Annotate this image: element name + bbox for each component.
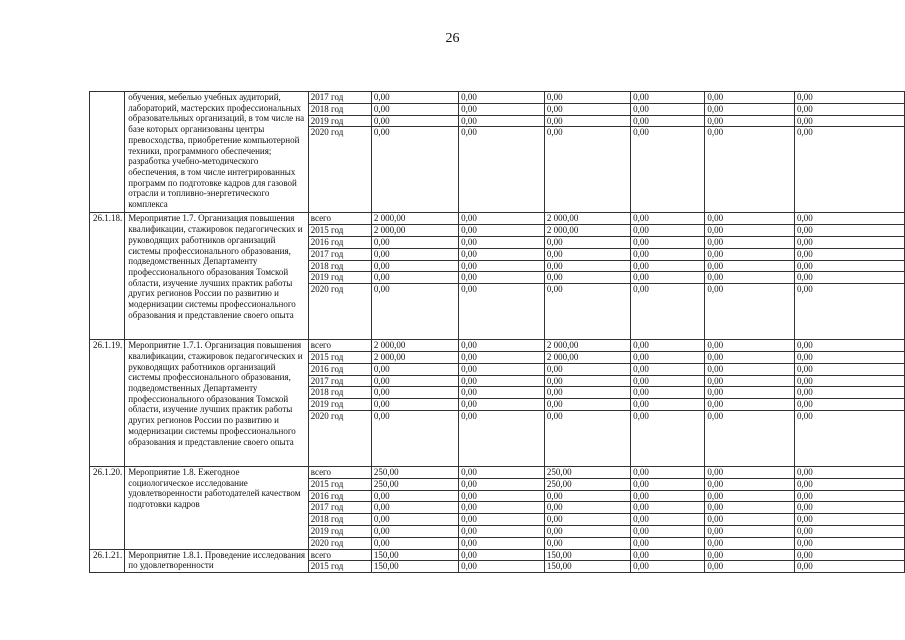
value-cell: 0,00 (371, 284, 458, 340)
period-cell: 2016 год (308, 236, 371, 248)
value-cell: 0,00 (371, 410, 458, 466)
value-cell: 2 000,00 (371, 340, 458, 352)
value-cell: 0,00 (705, 375, 795, 387)
value-cell: 0,00 (705, 248, 795, 260)
table-row (90, 213, 905, 225)
value-cell: 0,00 (631, 248, 705, 260)
period-cell: 2020 год (308, 537, 371, 549)
value-cell: 0,00 (631, 272, 705, 284)
value-cell: 0,00 (371, 236, 458, 248)
value-cell: 0,00 (631, 213, 705, 225)
value-cell: 2 000,00 (544, 340, 630, 352)
table-row (90, 466, 905, 478)
value-cell: 0,00 (705, 260, 795, 272)
value-cell: 0,00 (459, 410, 545, 466)
value-cell: 0,00 (459, 213, 545, 225)
value-cell: 2 000,00 (371, 225, 458, 237)
value-cell: 0,00 (705, 236, 795, 248)
value-cell: 0,00 (794, 537, 904, 549)
value-cell: 0,00 (544, 375, 630, 387)
value-cell: 0,00 (631, 514, 705, 526)
value-cell: 0,00 (705, 284, 795, 340)
value-cell: 0,00 (371, 272, 458, 284)
value-cell: 0,00 (705, 410, 795, 466)
value-cell: 0,00 (631, 410, 705, 466)
value-cell: 0,00 (544, 387, 630, 399)
period-cell: 2018 год (308, 103, 371, 115)
value-cell: 0,00 (705, 502, 795, 514)
value-cell: 150,00 (371, 561, 458, 573)
value-cell: 0,00 (459, 351, 545, 363)
value-cell: 0,00 (371, 537, 458, 549)
value-cell: 0,00 (544, 537, 630, 549)
value-cell: 0,00 (705, 466, 795, 478)
value-cell: 0,00 (544, 363, 630, 375)
value-cell: 0,00 (459, 514, 545, 526)
value-cell: 0,00 (705, 537, 795, 549)
period-cell: 2015 год (308, 225, 371, 237)
value-cell: 0,00 (459, 502, 545, 514)
value-cell: 0,00 (544, 284, 630, 340)
value-cell: 0,00 (371, 502, 458, 514)
value-cell: 0,00 (794, 103, 904, 115)
value-cell: 0,00 (794, 387, 904, 399)
value-cell: 0,00 (705, 351, 795, 363)
value-cell: 0,00 (794, 549, 904, 561)
value-cell: 0,00 (705, 92, 795, 104)
value-cell: 0,00 (631, 260, 705, 272)
value-cell: 0,00 (544, 490, 630, 502)
period-cell: всего (308, 466, 371, 478)
measure-number (90, 92, 125, 213)
value-cell: 0,00 (794, 225, 904, 237)
value-cell: 0,00 (544, 236, 630, 248)
table-row (90, 549, 905, 561)
value-cell: 0,00 (544, 115, 630, 127)
value-cell: 0,00 (631, 351, 705, 363)
value-cell: 0,00 (544, 502, 630, 514)
value-cell: 0,00 (794, 561, 904, 573)
value-cell: 0,00 (631, 92, 705, 104)
page-number: 26 (445, 31, 460, 46)
value-cell: 0,00 (705, 490, 795, 502)
period-cell: 2017 год (308, 248, 371, 260)
measure-description: Мероприятие 1.8.1. Проведение исследования по удовлетворенности (125, 549, 309, 573)
value-cell: 150,00 (544, 549, 630, 561)
table-body (90, 92, 905, 573)
value-cell: 0,00 (544, 399, 630, 411)
period-cell: 2017 год (308, 375, 371, 387)
value-cell: 0,00 (794, 236, 904, 248)
value-cell: 0,00 (631, 284, 705, 340)
value-cell: 0,00 (705, 115, 795, 127)
value-cell: 0,00 (459, 466, 545, 478)
value-cell: 0,00 (544, 248, 630, 260)
value-cell: 0,00 (705, 272, 795, 284)
value-cell: 0,00 (631, 525, 705, 537)
value-cell: 0,00 (631, 549, 705, 561)
period-cell: 2019 год (308, 115, 371, 127)
value-cell: 0,00 (631, 387, 705, 399)
value-cell: 0,00 (631, 115, 705, 127)
measure-description: Мероприятие 1.8. Ежегодное социологическое исследование удовлетворенности работодателей качеством подготовки кадров (125, 466, 309, 549)
value-cell: 0,00 (794, 284, 904, 340)
value-cell: 0,00 (631, 561, 705, 573)
value-cell: 0,00 (705, 213, 795, 225)
period-cell: 2015 год (308, 351, 371, 363)
value-cell: 0,00 (794, 213, 904, 225)
value-cell: 0,00 (544, 127, 630, 213)
measure-description: обучения, мебелью учебных аудиторий, лабораторий, мастерских профессиональных образовательных организаций, в том числе на базе которых организованы центры превосходства, приобретение компьютерной техники, программного обеспечения; разработка учебно-методического обеспечения, в том числе интегрированных программ по подготовке кадров для газовой отрасли и топливно-энергетического комплекса (125, 92, 309, 213)
period-cell: 2018 год (308, 260, 371, 272)
value-cell: 2 000,00 (544, 225, 630, 237)
value-cell: 0,00 (794, 375, 904, 387)
value-cell: 0,00 (794, 340, 904, 352)
value-cell: 0,00 (705, 561, 795, 573)
value-cell: 2 000,00 (544, 351, 630, 363)
value-cell: 150,00 (371, 549, 458, 561)
measure-number: 26.1.20. (90, 466, 125, 549)
value-cell: 0,00 (371, 92, 458, 104)
value-cell: 0,00 (794, 127, 904, 213)
value-cell: 0,00 (794, 351, 904, 363)
value-cell: 0,00 (794, 399, 904, 411)
value-cell: 0,00 (631, 478, 705, 490)
value-cell: 250,00 (544, 466, 630, 478)
period-cell: 2016 год (308, 490, 371, 502)
value-cell: 0,00 (631, 375, 705, 387)
value-cell: 2 000,00 (371, 213, 458, 225)
value-cell: 0,00 (371, 103, 458, 115)
value-cell: 0,00 (705, 103, 795, 115)
period-cell: 2017 год (308, 92, 371, 104)
value-cell: 0,00 (794, 490, 904, 502)
value-cell: 250,00 (371, 466, 458, 478)
value-cell: 0,00 (371, 115, 458, 127)
period-cell: 2019 год (308, 399, 371, 411)
value-cell: 0,00 (794, 260, 904, 272)
value-cell: 0,00 (459, 549, 545, 561)
value-cell: 0,00 (459, 340, 545, 352)
value-cell: 0,00 (544, 260, 630, 272)
financing-table (89, 91, 905, 573)
value-cell: 0,00 (459, 537, 545, 549)
value-cell: 0,00 (794, 466, 904, 478)
period-cell: 2019 год (308, 272, 371, 284)
value-cell: 0,00 (544, 272, 630, 284)
value-cell: 0,00 (459, 375, 545, 387)
value-cell: 0,00 (794, 514, 904, 526)
value-cell: 0,00 (459, 260, 545, 272)
value-cell: 0,00 (459, 525, 545, 537)
measure-number: 26.1.19. (90, 340, 125, 467)
value-cell: 0,00 (705, 363, 795, 375)
value-cell: 2 000,00 (544, 213, 630, 225)
value-cell: 0,00 (631, 490, 705, 502)
value-cell: 0,00 (544, 103, 630, 115)
value-cell: 0,00 (705, 525, 795, 537)
value-cell: 250,00 (371, 478, 458, 490)
value-cell: 0,00 (794, 363, 904, 375)
period-cell: 2020 год (308, 127, 371, 213)
value-cell: 0,00 (371, 387, 458, 399)
table-row (90, 92, 905, 104)
value-cell: 0,00 (544, 525, 630, 537)
value-cell: 0,00 (631, 340, 705, 352)
measure-number: 26.1.21. (90, 549, 125, 573)
value-cell: 0,00 (705, 549, 795, 561)
period-cell: 2018 год (308, 514, 371, 526)
value-cell: 0,00 (794, 478, 904, 490)
value-cell: 2 000,00 (371, 351, 458, 363)
value-cell: 0,00 (371, 514, 458, 526)
measure-description: Мероприятие 1.7.1. Организация повышения квалификации, стажировок педагогических и руководящих работников организаций системы профессионального образования, подведомственных Департаменту профессионального образования Томской области, изучение лучших практик работы других регионов России по развитию и модернизации системы профессионального образования и представление своего опыта (125, 340, 309, 467)
period-cell: 2020 год (308, 284, 371, 340)
period-cell: 2015 год (308, 561, 371, 573)
value-cell: 0,00 (705, 387, 795, 399)
value-cell: 0,00 (371, 248, 458, 260)
value-cell: 0,00 (459, 387, 545, 399)
value-cell: 0,00 (459, 561, 545, 573)
value-cell: 0,00 (459, 363, 545, 375)
period-cell: 2017 год (308, 502, 371, 514)
value-cell: 0,00 (794, 248, 904, 260)
period-cell: 2020 год (308, 410, 371, 466)
value-cell: 0,00 (371, 375, 458, 387)
value-cell: 0,00 (544, 410, 630, 466)
value-cell: 0,00 (631, 466, 705, 478)
value-cell: 0,00 (459, 284, 545, 340)
value-cell: 0,00 (459, 103, 545, 115)
value-cell: 0,00 (705, 399, 795, 411)
value-cell: 0,00 (459, 272, 545, 284)
value-cell: 150,00 (544, 561, 630, 573)
value-cell: 0,00 (794, 115, 904, 127)
value-cell: 0,00 (705, 127, 795, 213)
value-cell: 0,00 (459, 399, 545, 411)
table-row (90, 340, 905, 352)
value-cell: 0,00 (794, 410, 904, 466)
value-cell: 0,00 (459, 225, 545, 237)
value-cell: 0,00 (459, 478, 545, 490)
value-cell: 0,00 (371, 525, 458, 537)
value-cell: 0,00 (631, 236, 705, 248)
period-cell: всего (308, 340, 371, 352)
value-cell: 0,00 (631, 502, 705, 514)
value-cell: 0,00 (631, 127, 705, 213)
value-cell: 0,00 (371, 490, 458, 502)
value-cell: 0,00 (544, 92, 630, 104)
value-cell: 0,00 (631, 537, 705, 549)
value-cell: 0,00 (371, 127, 458, 213)
value-cell: 0,00 (631, 103, 705, 115)
measure-number: 26.1.18. (90, 213, 125, 340)
value-cell: 0,00 (794, 92, 904, 104)
value-cell: 0,00 (705, 514, 795, 526)
value-cell: 0,00 (459, 236, 545, 248)
value-cell: 0,00 (544, 514, 630, 526)
value-cell: 0,00 (371, 260, 458, 272)
value-cell: 0,00 (459, 127, 545, 213)
measure-description: Мероприятие 1.7. Организация повышения квалификации, стажировок педагогических и руководящих работников организаций системы профессионального образования, подведомственных Департаменту профессионального образования Томской области, изучение лучших практик работы других регионов России по развитию и модернизации системы профессионального образования и представление своего опыта (125, 213, 309, 340)
value-cell: 0,00 (371, 363, 458, 375)
value-cell: 0,00 (459, 115, 545, 127)
value-cell: 0,00 (705, 340, 795, 352)
value-cell: 0,00 (794, 525, 904, 537)
value-cell: 0,00 (631, 363, 705, 375)
value-cell: 0,00 (631, 399, 705, 411)
period-cell: 2015 год (308, 478, 371, 490)
period-cell: всего (308, 213, 371, 225)
value-cell: 0,00 (631, 225, 705, 237)
value-cell: 0,00 (794, 272, 904, 284)
value-cell: 0,00 (705, 478, 795, 490)
value-cell: 0,00 (459, 92, 545, 104)
value-cell: 0,00 (459, 248, 545, 260)
period-cell: 2019 год (308, 525, 371, 537)
period-cell: 2016 год (308, 363, 371, 375)
period-cell: 2018 год (308, 387, 371, 399)
value-cell: 0,00 (705, 225, 795, 237)
period-cell: всего (308, 549, 371, 561)
value-cell: 0,00 (459, 490, 545, 502)
value-cell: 0,00 (794, 502, 904, 514)
value-cell: 250,00 (544, 478, 630, 490)
value-cell: 0,00 (371, 399, 458, 411)
